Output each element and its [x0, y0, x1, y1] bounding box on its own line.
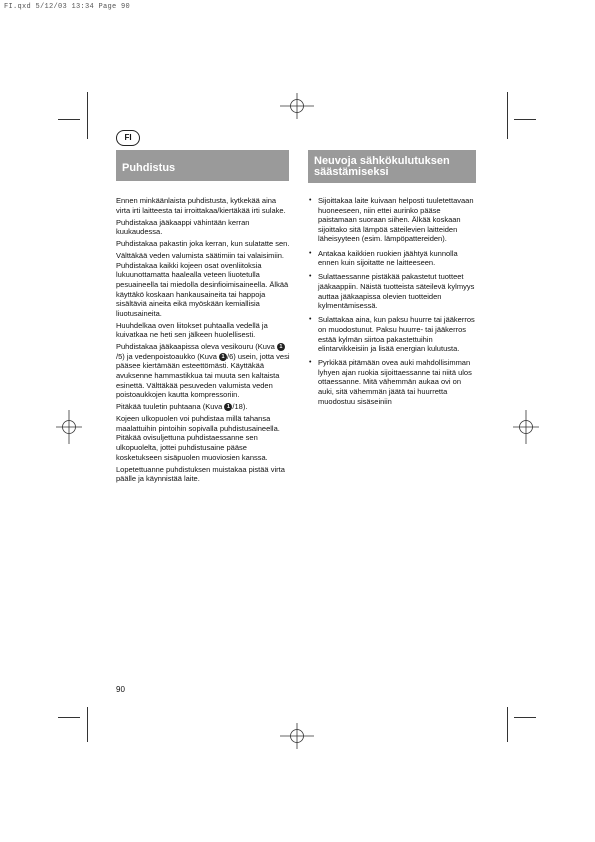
figure-reference-badge: 1	[277, 343, 285, 351]
page-number: 90	[116, 685, 125, 694]
energy-section-title: Neuvoja sähkökulutuksen säästämiseksi	[314, 155, 450, 178]
registration-mark-bottom	[280, 723, 314, 749]
paragraph: Puhdistakaa jääkaapissa oleva vesikouru (Kuva 1/5) ja vedenpoistoaukko (Kuva 1 /6) usein, jotta vesi pääsee kiertämään esteettömästi. Käyttäkää avuksenne hammastikkua tai muuta sen kaltaista esinettä. Välttäkää pesuveden valumista veden poistoaukkojen kautta kompressoriin.	[116, 342, 290, 400]
bullet-icon: •	[309, 273, 312, 281]
bullet-icon: •	[309, 197, 312, 204]
registration-mark-top	[280, 93, 314, 119]
list-item: • Sulattakaa aina, kun paksu huurre tai jääkerros on muodostunut. Paksu huurre- tai jääkerros estää kylmän siirtoa pakastettuihin elintarvikkeisiin ja lisää energian kulutusta.	[309, 315, 475, 354]
paragraph: Puhdistakaa jääkaappi vähintään kerran kuukaudessa.	[116, 217, 250, 237]
figure-reference-badge: 1	[224, 403, 232, 411]
bullet-icon: •	[309, 359, 312, 367]
print-slug: FI.qxd 5/12/03 13:34 Page 90	[4, 3, 131, 11]
energy-tips-list	[308, 196, 478, 406]
cleaning-section-title: Puhdistus	[122, 162, 176, 174]
language-badge: FI	[116, 130, 140, 146]
cleaning-section-body	[116, 196, 291, 486]
registration-mark-right	[513, 410, 539, 444]
paragraph: Pitäkää tuuletin puhtaana (Kuva 1 /18).	[116, 402, 248, 412]
list-item: • Pyrkikää pitämään ovea auki mahdollisimman lyhyen ajan ruokia sijoittaessanne tai niitä ulos ottaessanne. Mitä vähemmän aukaa ovi on auki, sitä vähemmän jäätä tai huurretta muodostuu sisäseiniin	[309, 358, 472, 406]
cleaning-section-header	[116, 150, 289, 181]
energy-section-body	[308, 196, 478, 411]
list-item: • Sijoittakaa laite kuivaan helposti tuuletettavaan huoneeseen, niin ettei aurinko pääse paistamaan suoraan siihen. Älkää koskaan sijoittako sitä lämpöä säteilevien laitteiden läheisyyteen (esim. lämpöpattereiden).	[309, 196, 474, 244]
registration-mark-left	[56, 410, 82, 444]
paragraph: Ennen minkäänlaista puhdistusta, kytkekää aina virta irti laitteesta tai irroittakaa/kiertäkää irti sulake.	[116, 196, 286, 215]
figure-reference-badge: 1	[219, 353, 227, 361]
bullet-icon: •	[309, 316, 312, 324]
paragraph: Kojeen ulkopuolen voi puhdistaa millä tahansa maalattuihin pintoihin sopivalla puhdistusaineella. Pitäkää ovisuljettuna puhdistaessanne sen ulkopuolelta, jottei puhdistusaine pääse kosketukseen sisäpuolen muoviosien kanssa.	[116, 414, 280, 462]
list-item: • Antakaa kaikkien ruokien jäähtyä kunnolla ennen kuin sijoitatte ne laitteeseen.	[309, 248, 458, 268]
paragraph: Puhdistakaa pakastin joka kerran, kun sulatatte sen.	[116, 239, 290, 249]
bullet-icon: •	[309, 249, 312, 257]
paragraph: Välttäkää veden valumista säätimiin tai valaisimiin. Puhdistakaa kaikki kojeen osat ovenliitoksia lukuunottamatta haalealla veteen liuotetulla pesuaineella tai miedolla desinfioimisaineella. Älkää käyttäkö koskaan hankausaineita tai happoja sisältäviä aineita eikä myöskään kemiallisia liuotusaineita.	[116, 251, 289, 318]
list-item: • Sulattaessanne pistäkää pakastetut tuotteet jääkaappiin. Näistä tuotteista säteilevä kylmyys auttaa jääkaapissa olevien tuotteiden kylmentämisessä.	[309, 272, 475, 311]
energy-section-header	[308, 150, 476, 183]
paragraph: Huuhdelkaa oven liitokset puhtaalla vedellä ja kuivatkaa ne heti sen jälkeen huolellisesti.	[116, 320, 268, 340]
paragraph: Lopetettuanne puhdistuksen muistakaa pistää virta päälle ja käynnistää laite.	[116, 464, 285, 484]
